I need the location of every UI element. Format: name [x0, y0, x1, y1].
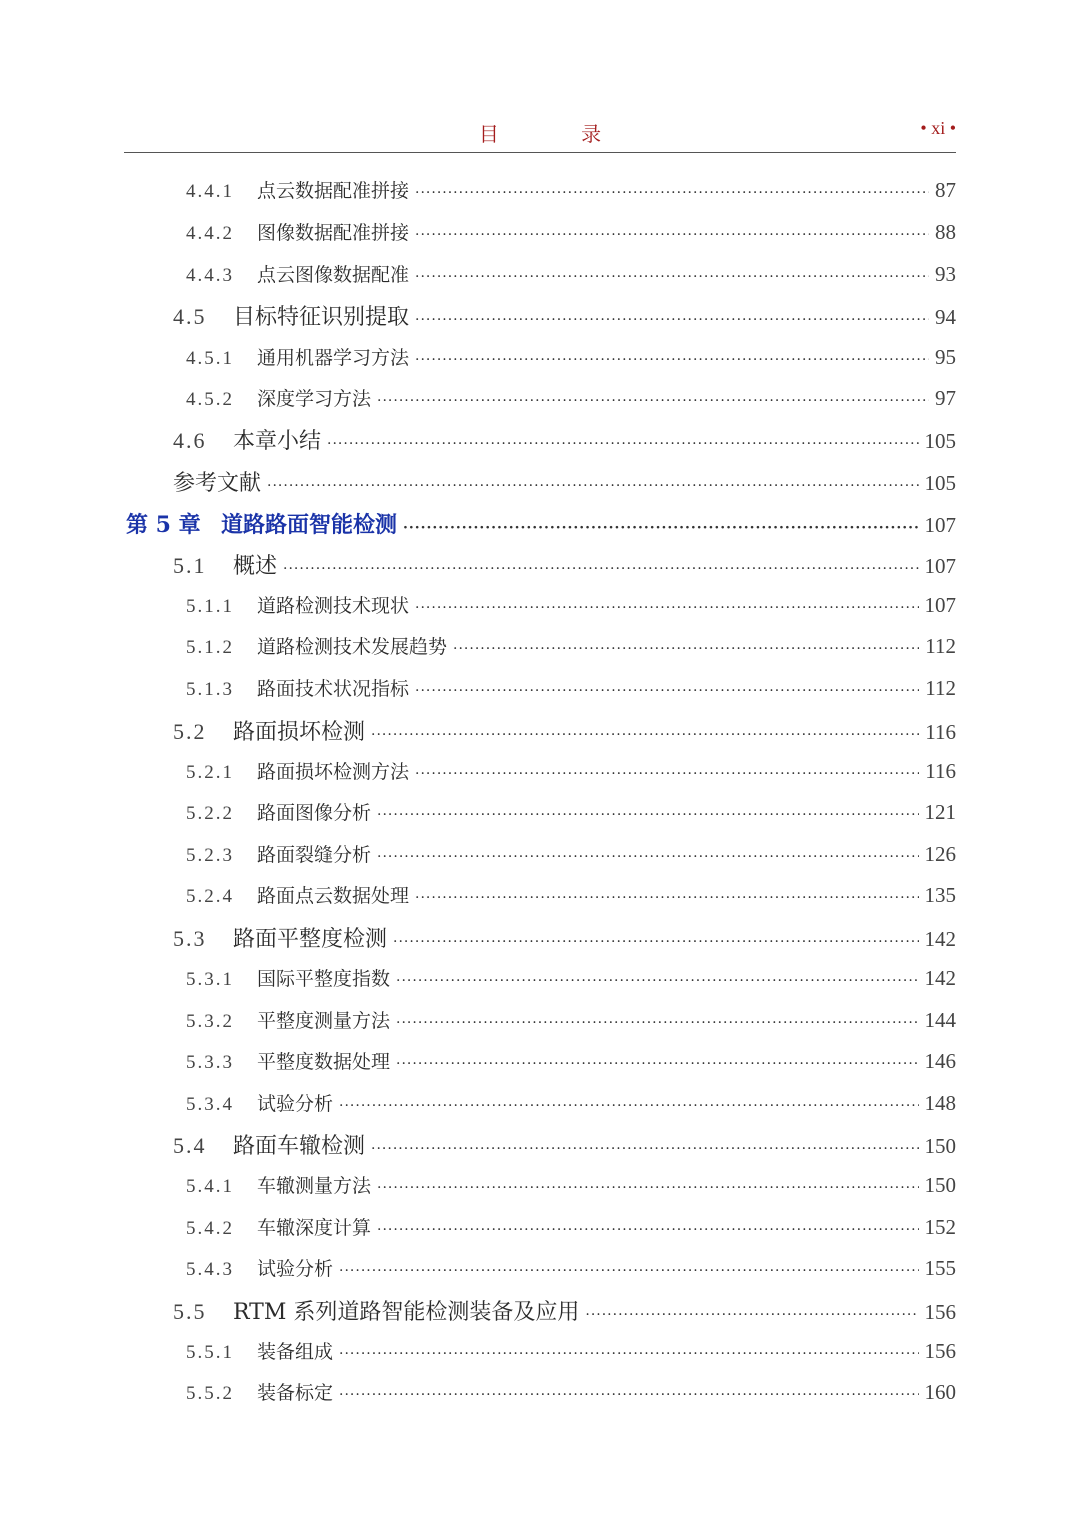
entry-title: 路面点云数据处理 — [257, 885, 410, 907]
entry-page: 146 — [924, 1049, 956, 1073]
entry-number: 5.1.1 — [186, 596, 234, 617]
entry-number: 5.1 — [173, 553, 207, 578]
entry-number: 5.5.2 — [186, 1383, 234, 1404]
entry-number: 5.3.1 — [186, 969, 234, 990]
leader-dots — [267, 478, 918, 494]
entry-number: 4.5.2 — [186, 389, 234, 410]
entry-page: 121 — [924, 800, 956, 824]
leader-dots — [415, 352, 929, 368]
toc-entry[interactable] — [186, 1337, 956, 1371]
entry-page: 107 — [924, 593, 956, 617]
leader-dots — [283, 561, 918, 577]
leader-dots — [396, 973, 918, 989]
entry-page: 88 — [935, 220, 956, 244]
entry-title: 装备标定 — [257, 1382, 334, 1404]
entry-title: 试验分析 — [257, 1258, 334, 1280]
entry-page: 142 — [924, 927, 956, 951]
toc-entry[interactable] — [173, 715, 956, 749]
leader-dots — [339, 1387, 918, 1403]
entry-page: 116 — [925, 759, 956, 783]
toc-entry[interactable] — [186, 218, 956, 252]
entry-page: 152 — [924, 1215, 956, 1239]
leader-dots — [377, 807, 918, 823]
header-page-number: • xi • — [920, 118, 956, 138]
entry-page: 97 — [935, 386, 956, 410]
entry-number: 5.3 — [173, 926, 207, 951]
leader-dots — [327, 436, 918, 452]
entry-number: 5.1.2 — [186, 637, 234, 658]
entry-number: 5.2 — [173, 719, 207, 744]
toc-entry[interactable] — [186, 1378, 956, 1412]
entry-page: 150 — [924, 1134, 956, 1158]
toc-entry[interactable] — [186, 1171, 956, 1205]
entry-number: 4.6 — [173, 428, 207, 453]
toc-entry[interactable] — [186, 1089, 956, 1123]
entry-number: 4.4.3 — [186, 265, 234, 286]
leader-dots — [377, 393, 929, 409]
entry-number: 4.4.2 — [186, 223, 234, 244]
entry-page: 144 — [924, 1008, 956, 1032]
leader-dots — [393, 934, 918, 950]
leader-dots — [339, 1098, 918, 1114]
entry-number: 5.2.3 — [186, 845, 234, 866]
entry-title: 车辙深度计算 — [257, 1217, 372, 1239]
chapter-number: 第 5 章 — [126, 512, 201, 538]
leader-dots — [415, 600, 918, 616]
leader-dots — [415, 683, 919, 699]
entry-title: 路面车辙检测 — [233, 1134, 366, 1159]
entry-title: 深度学习方法 — [257, 388, 372, 410]
leader-dots — [396, 1056, 918, 1072]
leader-dots — [371, 1141, 918, 1157]
entry-page: 150 — [924, 1173, 956, 1197]
toc-entry[interactable] — [186, 1254, 956, 1288]
toc-entry[interactable] — [186, 674, 956, 708]
toc-chapter-entry[interactable] — [126, 508, 956, 542]
entry-page: 135 — [924, 883, 956, 907]
entry-page: 148 — [924, 1091, 956, 1115]
leader-dots — [403, 520, 918, 536]
toc-entry[interactable] — [186, 757, 956, 791]
entry-title: 点云数据配准拼接 — [257, 180, 410, 202]
leader-dots — [453, 641, 919, 657]
entry-number: 5.4.1 — [186, 1176, 234, 1197]
entry-page: 93 — [935, 262, 956, 286]
toc-entry[interactable] — [173, 300, 956, 334]
entry-title: 路面裂缝分析 — [257, 844, 372, 866]
entry-title: 路面图像分析 — [257, 802, 372, 824]
entry-page: 87 — [935, 178, 956, 202]
entry-page: 156 — [924, 1339, 956, 1363]
toc-entry[interactable] — [186, 964, 956, 998]
entry-title: 点云图像数据配准 — [257, 264, 410, 286]
toc-entry[interactable] — [173, 466, 956, 500]
entry-title: 通用机器学习方法 — [257, 347, 410, 369]
entry-page: 105 — [924, 429, 956, 453]
entry-number: 5.5.1 — [186, 1342, 234, 1363]
entry-page: 160 — [924, 1380, 956, 1404]
entry-title: RTM 系列道路智能检测装备及应用 — [233, 1300, 580, 1325]
leader-dots — [415, 227, 929, 243]
entry-title: 本章小结 — [233, 429, 322, 454]
entry-title: 图像数据配准拼接 — [257, 222, 410, 244]
entry-page: 112 — [925, 676, 956, 700]
entry-number: 5.4 — [173, 1133, 207, 1158]
chapter-title: 道路路面智能检测 — [221, 512, 398, 538]
toc-entry[interactable] — [186, 840, 956, 874]
entry-title: 试验分析 — [257, 1093, 334, 1115]
leader-dots — [377, 1180, 918, 1196]
leader-dots — [415, 766, 919, 782]
entry-page: 105 — [924, 471, 956, 495]
entry-title: 平整度数据处理 — [257, 1051, 391, 1073]
entry-title: 路面平整度检测 — [233, 927, 388, 952]
entry-title: 道路检测技术发展趋势 — [257, 636, 448, 658]
entry-number: 5.2.2 — [186, 803, 234, 824]
entry-number: 5.3.2 — [186, 1011, 234, 1032]
entry-title: 装备组成 — [257, 1341, 334, 1363]
toc-entry[interactable] — [186, 1006, 956, 1040]
leader-dots — [415, 890, 918, 906]
leader-dots — [371, 727, 919, 743]
entry-title: 路面损坏检测 — [233, 720, 366, 745]
entry-number: 5.5 — [173, 1299, 207, 1324]
entry-page: 116 — [925, 720, 956, 744]
leader-dots — [377, 1222, 918, 1238]
entry-title: 路面损坏检测方法 — [257, 761, 410, 783]
entry-number: 5.4.2 — [186, 1218, 234, 1239]
entry-page: 94 — [935, 305, 956, 329]
toc-entry[interactable] — [173, 1129, 956, 1163]
entry-number: 4.5.1 — [186, 348, 234, 369]
entry-title: 车辙测量方法 — [257, 1175, 372, 1197]
entry-title: 路面技术状况指标 — [257, 678, 410, 700]
entry-number: 5.2.4 — [186, 886, 234, 907]
entry-number: 4.5 — [173, 304, 207, 329]
entry-title: 平整度测量方法 — [257, 1010, 391, 1032]
leader-dots — [396, 1015, 918, 1031]
toc-entry[interactable] — [173, 1295, 956, 1329]
entry-number: 5.1.3 — [186, 679, 234, 700]
entry-title: 参考文献 — [173, 471, 262, 496]
leader-dots — [415, 269, 929, 285]
toc-entry[interactable] — [186, 881, 956, 915]
toc-entry[interactable] — [186, 343, 956, 377]
toc-entry[interactable] — [186, 1213, 956, 1247]
toc-entry[interactable] — [186, 176, 956, 210]
page-header — [124, 112, 956, 153]
toc-entry[interactable] — [186, 798, 956, 832]
entry-number: 5.3.3 — [186, 1052, 234, 1073]
leader-dots — [585, 1307, 918, 1323]
leader-dots — [339, 1263, 918, 1279]
entry-page: 107 — [924, 554, 956, 578]
leader-dots — [415, 185, 929, 201]
entry-title: 道路检测技术现状 — [257, 595, 410, 617]
entry-number: 4.4.1 — [186, 181, 234, 202]
entry-number: 5.4.3 — [186, 1259, 234, 1280]
entry-number: 5.3.4 — [186, 1094, 234, 1115]
toc-entry[interactable] — [186, 591, 956, 625]
toc-entry[interactable] — [186, 260, 956, 294]
entry-page: 112 — [925, 634, 956, 658]
header-title: 目 录 — [478, 122, 640, 146]
toc-entry[interactable] — [173, 424, 956, 458]
entry-page: 156 — [924, 1300, 956, 1324]
entry-page: 95 — [935, 345, 956, 369]
entry-page: 107 — [924, 513, 956, 537]
toc-entry[interactable] — [186, 1047, 956, 1081]
entry-page: 142 — [924, 966, 956, 990]
entry-title: 概述 — [233, 554, 278, 579]
toc-entry[interactable] — [173, 549, 956, 583]
toc-entry[interactable] — [186, 632, 956, 666]
leader-dots — [377, 849, 918, 865]
leader-dots — [339, 1346, 918, 1362]
toc-entry[interactable] — [173, 922, 956, 956]
entry-title: 目标特征识别提取 — [233, 305, 410, 330]
entry-page: 126 — [924, 842, 956, 866]
toc-entry[interactable] — [186, 384, 956, 418]
entry-page: 155 — [924, 1256, 956, 1280]
leader-dots — [415, 312, 929, 328]
entry-title: 国际平整度指数 — [257, 968, 391, 990]
entry-number: 5.2.1 — [186, 762, 234, 783]
